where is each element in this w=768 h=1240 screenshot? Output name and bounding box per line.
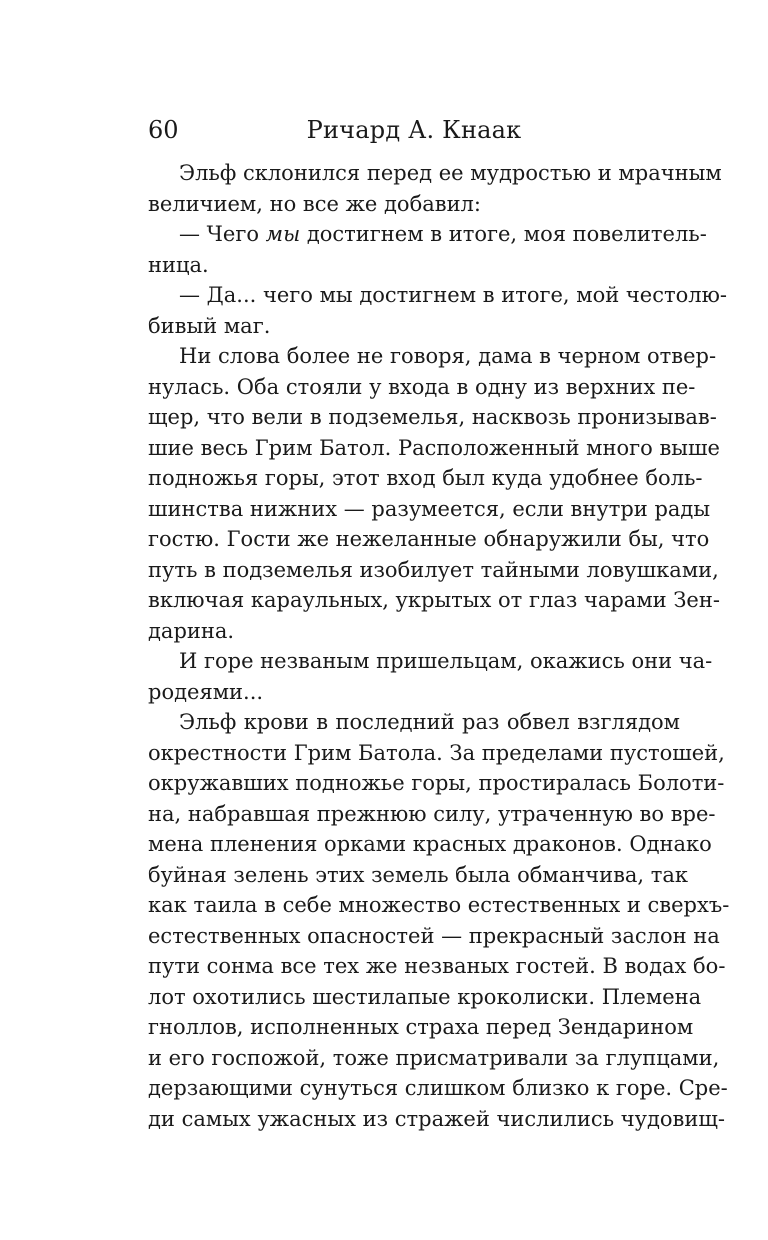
text-line: нулась. Оба стояли у входа в одну из верхних пе- xyxy=(148,374,696,399)
text-line: окрестности Грим Батола. За пределами пустошей, xyxy=(148,740,725,765)
text-line: и его госпожой, тоже присматривали за глупцами, xyxy=(148,1045,720,1070)
running-title: Ричард А. Кнаак xyxy=(306,116,522,144)
text-line: щер, что вели в подземелья, насквозь пронизывав- xyxy=(148,405,717,429)
text-line: пути сонма все тех же незваных гостей. В водах бо- xyxy=(148,954,726,978)
text-line: шинства нижних — разумеется, если внутри рады xyxy=(148,496,711,521)
text-line: Эльф склонился перед ее мудростью и мрачным xyxy=(179,161,722,185)
text-line: на, набравшая прежнюю силу, утраченную во вре- xyxy=(148,801,716,826)
text-line: дерзающими сунуться слишком близко к горе. Сре- xyxy=(148,1076,728,1100)
text-line: буйная зелень этих земель была обманчива, так xyxy=(148,862,689,887)
text-line: окружавших подножье горы, простиралась Болоти- xyxy=(148,771,725,795)
body-text xyxy=(148,158,730,1134)
text-line: как таила в себе множество естественных и сверхъ- xyxy=(148,893,730,917)
text-line: ница. xyxy=(148,252,209,277)
text-line: лот охотились шестилапые кроколиски. Племена xyxy=(148,984,702,1009)
text-line: гноллов, исполненных страха перед Зендарином xyxy=(148,1015,694,1039)
text-line: ди самых ужасных из стражей числились чудовищ- xyxy=(148,1106,725,1131)
page-number: 60 xyxy=(148,116,179,144)
text-line: включая караульных, укрытых от глаз чарами Зен- xyxy=(148,588,720,612)
page-header xyxy=(148,112,680,148)
text-line: естественных опасностей — прекрасный заслон на xyxy=(148,923,720,948)
text-line: И горе незваным пришельцам, окажись они ча- xyxy=(179,649,713,673)
text-line: мена пленения орками красных драконов. Однако xyxy=(148,832,712,856)
text-line: подножья горы, этот вход был куда удобнее боль- xyxy=(148,466,703,490)
text-line: Ни слова более не говоря, дама в черном отвер- xyxy=(179,344,717,368)
text-line: величием, но все же добавил: xyxy=(148,191,481,216)
text-line: — Да... чего мы достигнем в итоге, мой честолю- xyxy=(179,283,727,307)
emphasis: мы xyxy=(265,222,301,246)
text-line: родеями... xyxy=(148,679,264,704)
text-line: бивый маг. xyxy=(148,313,271,338)
text-line: — Чего мы достигнем в итоге, моя повелитель- xyxy=(179,222,707,246)
text-line: гостю. Гости же нежеланные обнаружили бы, что xyxy=(148,527,710,551)
text-line: Эльф крови в последний раз обвел взглядом xyxy=(179,710,680,734)
text-line: дарина. xyxy=(148,618,235,643)
text-line: шие весь Грим Батол. Расположенный много выше xyxy=(148,435,720,460)
text-line: путь в подземелья изобилует тайными ловушками, xyxy=(148,557,719,582)
